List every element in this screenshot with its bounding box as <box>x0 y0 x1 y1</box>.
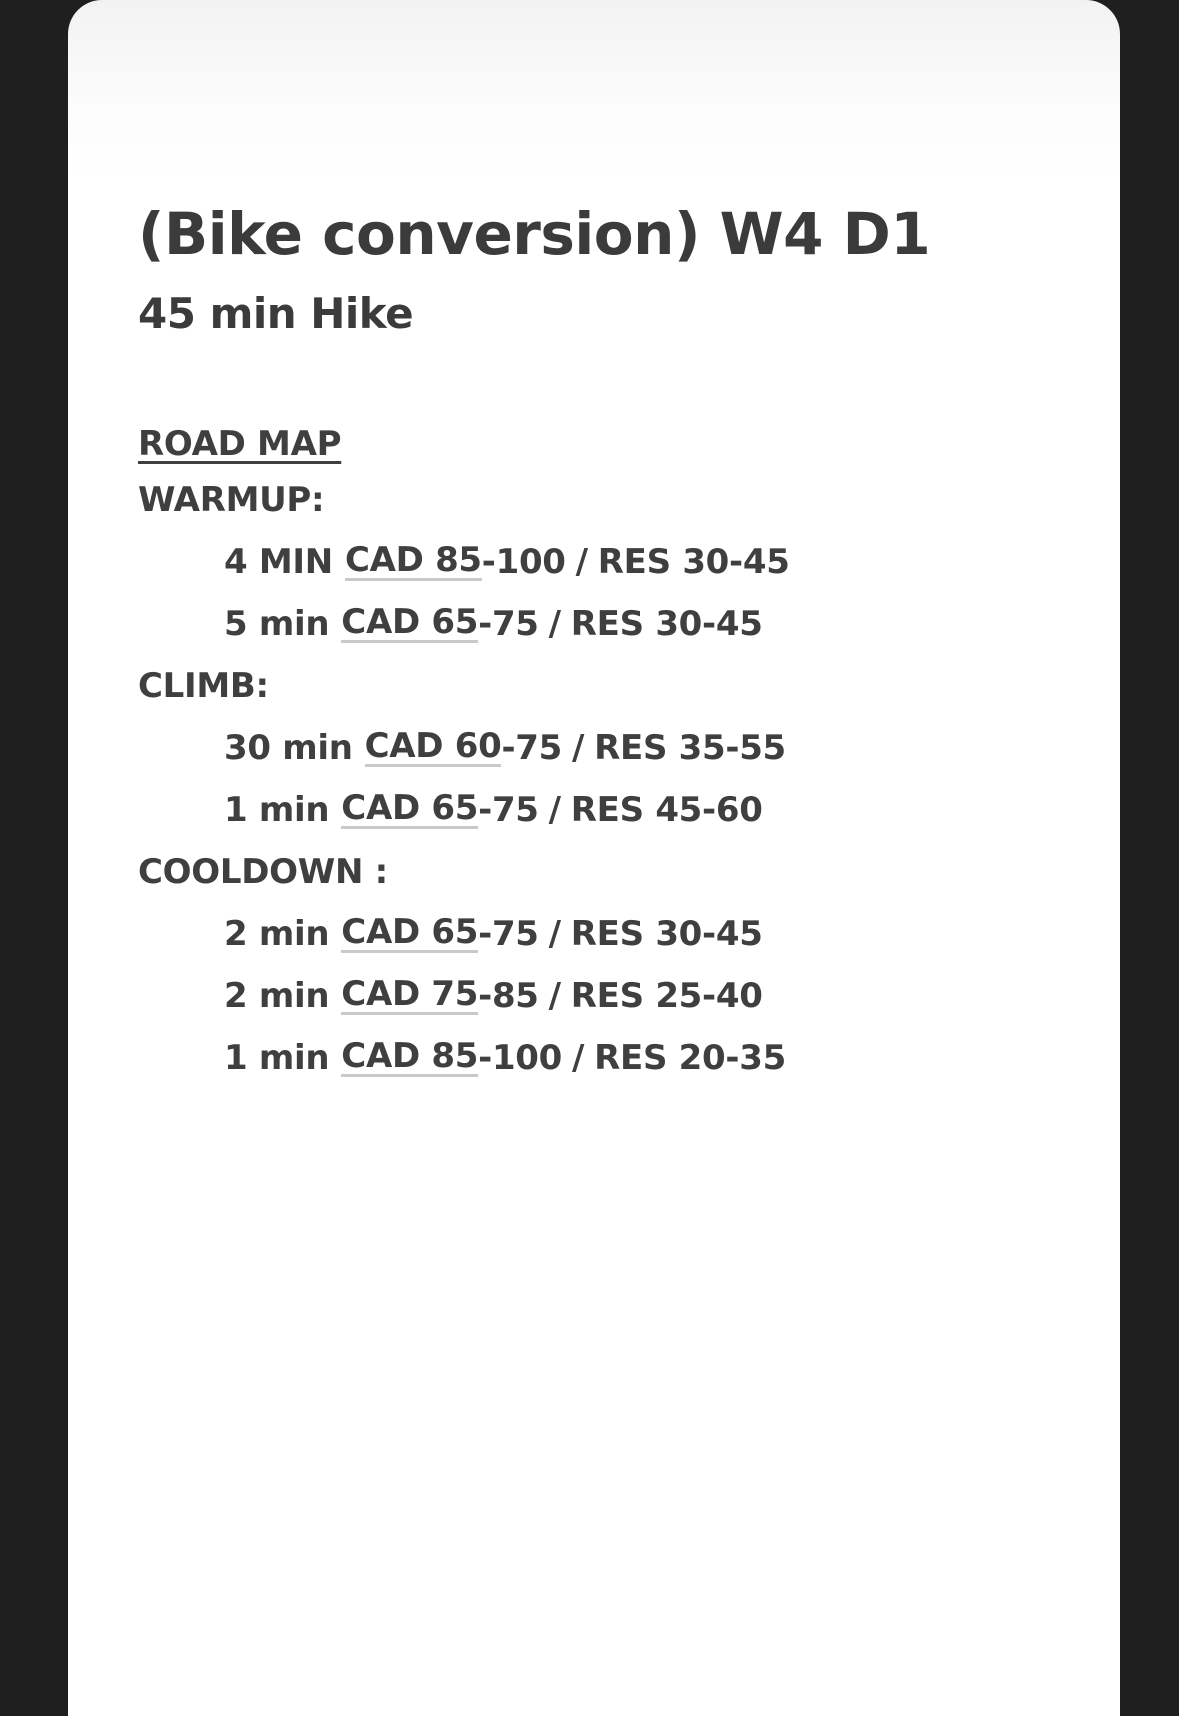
step-duration: 5 min <box>224 604 330 644</box>
cadence-link[interactable]: CAD 75 <box>341 974 479 1014</box>
separator: / <box>575 542 588 582</box>
step-row <box>138 717 1078 779</box>
separator: / <box>548 976 561 1016</box>
cadence-range: -85 <box>478 976 539 1016</box>
step-row <box>138 779 1078 841</box>
cadence-range: -75 <box>478 604 539 644</box>
separator: / <box>572 1038 585 1078</box>
road-map <box>138 424 1078 1089</box>
step-row <box>138 1027 1078 1089</box>
workout-content <box>138 200 1078 1089</box>
resistance: RES 20-35 <box>594 1038 786 1078</box>
section-label: CLIMB: <box>138 666 269 706</box>
resistance: RES 30-45 <box>570 914 763 954</box>
cadence-range: -75 <box>478 914 539 954</box>
cadence-range: -75 <box>501 728 563 768</box>
step-duration: 2 min <box>224 976 330 1016</box>
resistance: RES 45-60 <box>570 790 763 830</box>
step-duration: 1 min <box>224 1038 330 1078</box>
section-climb <box>138 655 1078 841</box>
cadence-link[interactable]: CAD 65 <box>341 912 479 952</box>
separator: / <box>572 728 585 768</box>
resistance: RES 30-45 <box>597 542 790 582</box>
step-row <box>138 903 1078 965</box>
road-map-title: ROAD MAP <box>138 424 342 464</box>
cadence-link[interactable]: CAD 60 <box>364 726 502 766</box>
cadence-range: -75 <box>478 790 539 830</box>
separator: / <box>548 604 561 644</box>
step-row <box>138 593 1078 655</box>
cadence-link[interactable]: CAD 65 <box>341 788 479 828</box>
workout-card <box>68 0 1120 1716</box>
step-duration: 30 min <box>224 728 353 768</box>
step-duration: 1 min <box>224 790 330 830</box>
step-row <box>138 965 1078 1027</box>
cadence-range: -100 <box>478 1038 563 1078</box>
workout-subtitle: 45 min Hike <box>138 289 414 338</box>
page-title: (Bike conversion) W4 D1 <box>138 200 931 268</box>
separator: / <box>548 914 561 954</box>
section-cooldown <box>138 841 1078 1089</box>
cadence-link[interactable]: CAD 65 <box>341 602 479 642</box>
cadence-link[interactable]: CAD 85 <box>344 540 482 580</box>
section-label: COOLDOWN : <box>138 852 388 892</box>
resistance: RES 25-40 <box>570 976 763 1016</box>
resistance: RES 35-55 <box>594 728 786 768</box>
step-duration: 2 min <box>224 914 330 954</box>
cadence-range: -100 <box>481 542 566 582</box>
step-row <box>138 531 1078 593</box>
resistance: RES 30-45 <box>570 604 763 644</box>
step-duration: 4 MIN <box>224 542 333 582</box>
section-label: WARMUP: <box>138 480 325 520</box>
separator: / <box>548 790 561 830</box>
section-warmup <box>138 469 1078 655</box>
cadence-link[interactable]: CAD 85 <box>341 1036 479 1076</box>
